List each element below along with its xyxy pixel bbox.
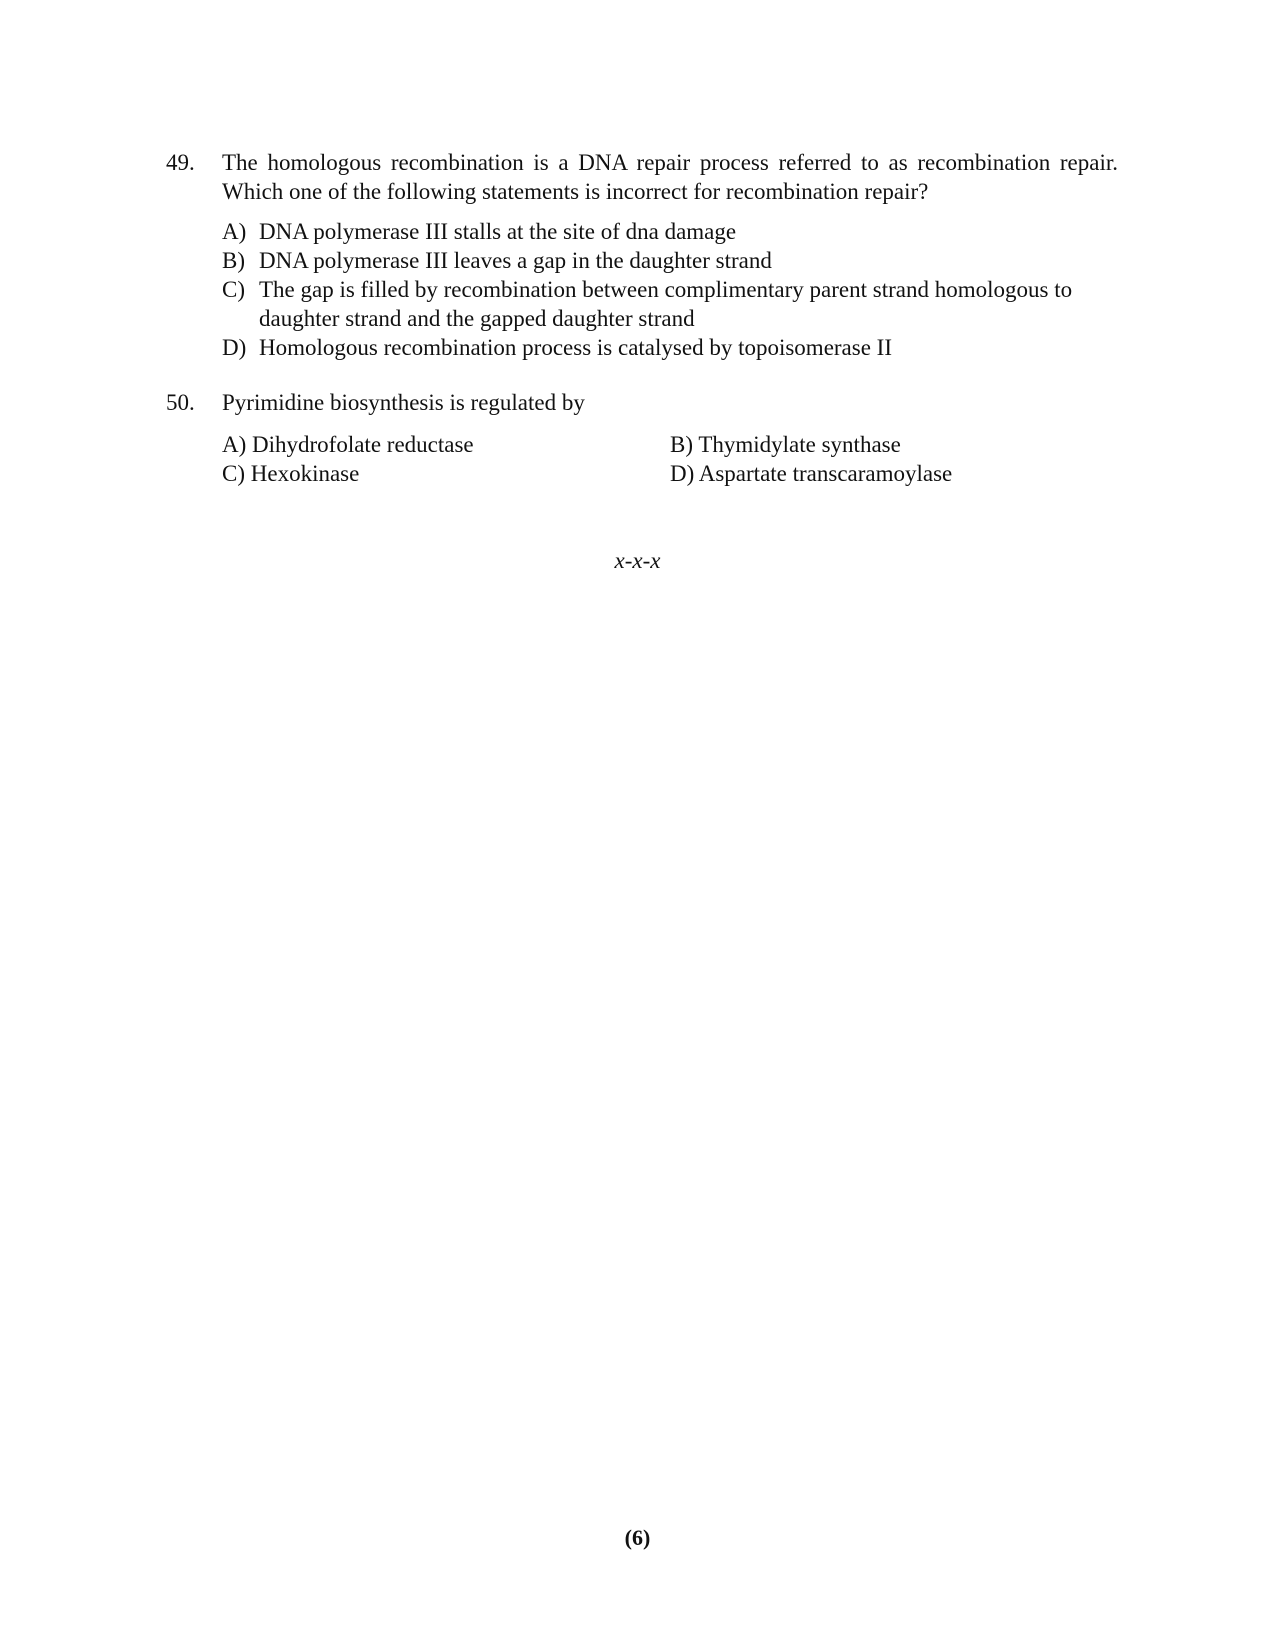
option-letter: B) [222,248,245,273]
question-text: Pyrimidine biosynthesis is regulated by [222,390,585,415]
option-text: Homologous recombination process is catalysed by topoisomerase II [259,335,892,360]
option-letter: C) [222,277,245,302]
option-a: A) Dihydrofolate reductase [222,432,474,457]
option-text: DNA polymerase III leaves a gap in the daughter strand [259,248,772,273]
option-b: B) Thymidylate synthase [670,432,901,457]
option-list [222,217,1118,362]
option-b [222,246,1118,275]
question-number: 49. [166,150,195,175]
question-number: 50. [166,390,195,415]
end-of-paper-mark: x-x-x [614,548,661,573]
question-50 [166,388,1118,488]
option-d: D) Aspartate transcaramoylase [670,461,953,486]
option-d [222,333,1118,362]
option-c: C) Hexokinase [222,461,360,486]
option-letter: A) [222,219,247,244]
option-letter: D) [222,335,247,360]
question-stem [166,388,1118,417]
option-c [222,275,1118,333]
question-text: The homologous recombination is a DNA repair process referred to as recombination repair. Which one of the following statements is incorrect for recombination repair? [222,150,1118,204]
option-text: The gap is filled by recombination between complimentary parent strand homologous to daughter strand and the gapped daughter strand [259,277,1073,331]
option-text: DNA polymerase III stalls at the site of dna damage [259,219,737,244]
question-stem [166,148,1118,206]
option-a [222,217,1118,246]
page-number: (6) [624,1525,651,1550]
option-grid [222,430,1118,488]
question-49 [166,148,1118,362]
